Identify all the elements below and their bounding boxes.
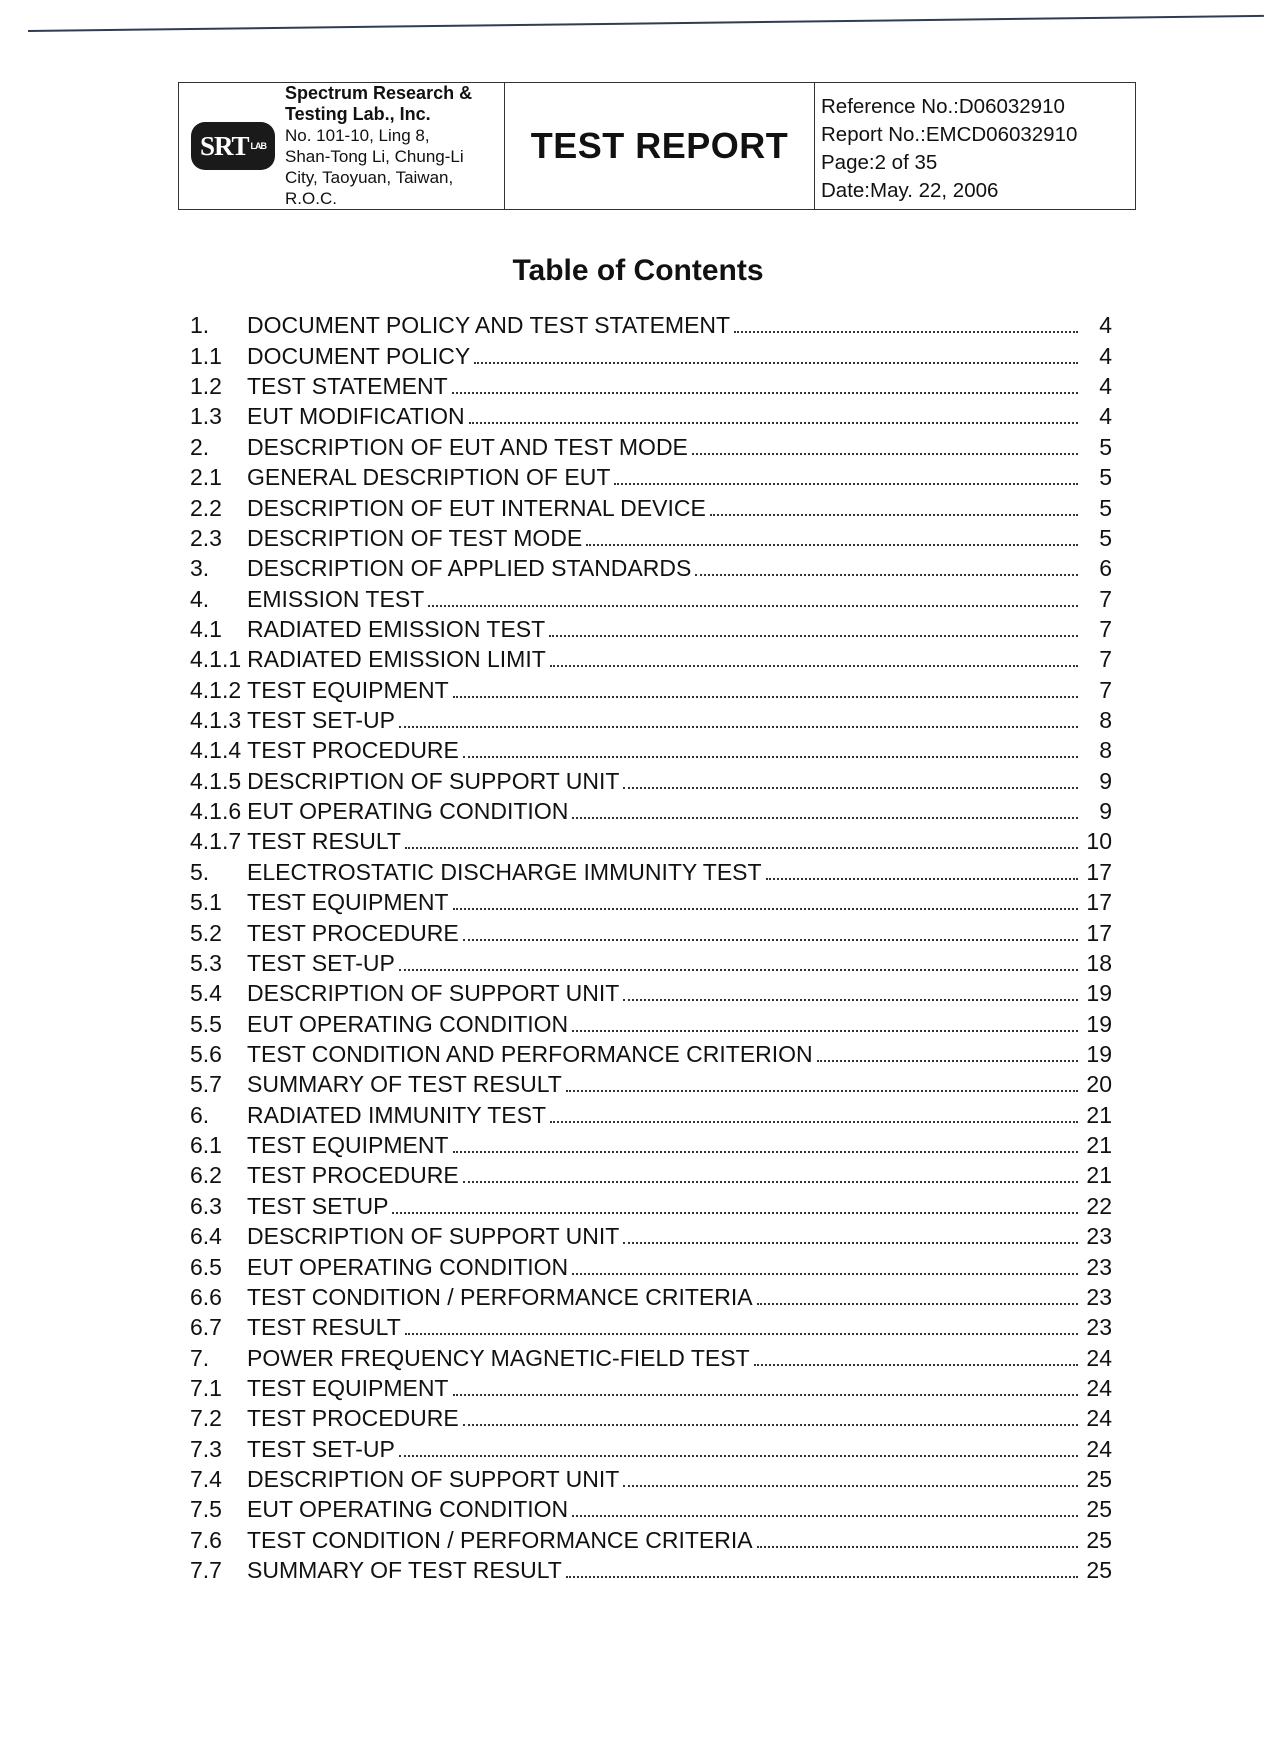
toc-entry[interactable]	[190, 1159, 1112, 1189]
toc-entry[interactable]	[190, 1554, 1112, 1584]
toc-entry-number: 5.7	[190, 1071, 222, 1098]
toc-entry[interactable]	[190, 764, 1112, 794]
toc-entry-title: RADIATED EMISSION LIMIT	[247, 646, 546, 673]
toc-entry-title: TEST RESULT	[247, 1314, 401, 1341]
toc-entry-number: 6.	[190, 1101, 210, 1128]
toc-entry-number: 2.1	[190, 464, 222, 491]
toc-entry-page: 25	[1086, 1557, 1112, 1584]
report-date: Date:May. 22, 2006	[821, 179, 999, 202]
toc-entry[interactable]	[190, 1281, 1112, 1311]
toc-entry-page: 24	[1086, 1435, 1112, 1462]
toc-entry-title: POWER FREQUENCY MAGNETIC-FIELD TEST	[247, 1344, 750, 1371]
toc-entry-number: 5.2	[190, 919, 222, 946]
toc-entry-number: 6.7	[190, 1314, 222, 1341]
toc-entry-page: 24	[1086, 1405, 1112, 1432]
toc-entry[interactable]	[190, 1341, 1112, 1371]
toc-entry-number: 2.2	[190, 494, 222, 521]
toc-entry-number: 5.5	[190, 1010, 222, 1037]
toc-entry-title: RADIATED EMISSION TEST	[247, 615, 546, 642]
dot-leader	[572, 1515, 1078, 1517]
toc-entry-page: 5	[1099, 433, 1112, 460]
toc-entry-number: 3.	[190, 555, 210, 582]
dot-leader	[614, 483, 1078, 485]
toc-entry-number: 6.2	[190, 1162, 222, 1189]
dot-leader	[453, 696, 1078, 698]
toc-entry-title: TEST EQUIPMENT	[247, 676, 449, 703]
dot-leader	[766, 878, 1078, 880]
dot-leader	[550, 1121, 1078, 1123]
dot-leader	[695, 574, 1078, 576]
toc-entry-title: SUMMARY OF TEST RESULT	[247, 1071, 562, 1098]
toc-entry[interactable]	[190, 613, 1112, 643]
toc-entry[interactable]	[190, 309, 1112, 339]
toc-heading: Table of Contents	[512, 254, 764, 287]
toc-entry[interactable]	[190, 704, 1112, 734]
toc-entry[interactable]	[190, 977, 1112, 1007]
address-line-3: City, Taoyuan, Taiwan,	[285, 168, 454, 187]
toc-entry-number: 1.	[190, 312, 210, 339]
toc-entry-page: 18	[1086, 949, 1112, 976]
toc-entry-number: 4.1.1	[190, 646, 242, 673]
dot-leader	[453, 1394, 1079, 1396]
toc-entry-title: DESCRIPTION OF SUPPORT UNIT	[247, 767, 620, 794]
company-address	[285, 83, 472, 209]
toc-entry[interactable]	[190, 1463, 1112, 1493]
toc-entry[interactable]	[190, 552, 1112, 582]
toc-entry-page: 4	[1099, 373, 1112, 400]
toc-entry-title: DESCRIPTION OF SUPPORT UNIT	[247, 980, 620, 1007]
toc-entry-page: 19	[1086, 980, 1112, 1007]
toc-entry-title: TEST RESULT	[247, 828, 401, 855]
toc-entry-number: 6.1	[190, 1132, 222, 1159]
toc-entry-number: 4.1.5	[190, 767, 242, 794]
toc-entry[interactable]	[190, 947, 1112, 977]
toc-entry-page: 25	[1086, 1496, 1112, 1523]
toc-entry-page: 8	[1099, 707, 1112, 734]
toc-entry-page: 7	[1099, 615, 1112, 642]
toc-entry-page: 22	[1086, 1192, 1112, 1219]
toc-entry[interactable]	[190, 491, 1112, 521]
report-number: Report No.:EMCD06032910	[821, 123, 1078, 146]
toc-entry-title: ELECTROSTATIC DISCHARGE IMMUNITY TEST	[247, 858, 762, 885]
dot-leader	[452, 392, 1078, 394]
toc-entry-title: TEST PROCEDURE	[247, 737, 459, 764]
toc-entry-title: TEST SET-UP	[247, 707, 395, 734]
toc-entry-title: TEST PROCEDURE	[247, 1162, 459, 1189]
toc-entry[interactable]	[190, 1129, 1112, 1159]
page-indicator: Page:2 of 35	[821, 151, 938, 174]
toc-entry-title: DESCRIPTION OF APPLIED STANDARDS	[247, 555, 692, 582]
toc-entry-page: 5	[1099, 464, 1112, 491]
dot-leader	[549, 635, 1078, 637]
dot-leader	[469, 422, 1078, 424]
toc-entry-page: 4	[1099, 403, 1112, 430]
toc-entry[interactable]	[190, 734, 1112, 764]
toc-entry[interactable]	[190, 673, 1112, 703]
toc-entry-title: TEST PROCEDURE	[247, 919, 459, 946]
toc-entry[interactable]	[190, 643, 1112, 673]
toc-entry-page: 8	[1099, 737, 1112, 764]
dot-leader	[405, 1333, 1078, 1335]
toc-entry-page: 7	[1099, 585, 1112, 612]
toc-entry-page: 17	[1086, 919, 1112, 946]
toc-entry-number: 6.6	[190, 1283, 222, 1310]
dot-leader	[399, 1455, 1078, 1457]
toc-entry-number: 7.5	[190, 1496, 222, 1523]
toc-entry-title: TEST EQUIPMENT	[247, 1374, 449, 1401]
toc-entry-page: 4	[1099, 312, 1112, 339]
company-name-line-2: Testing Lab., Inc.	[285, 104, 431, 124]
toc-entry-page: 6	[1099, 555, 1112, 582]
dot-leader	[757, 1546, 1078, 1548]
toc-entry-title: DESCRIPTION OF SUPPORT UNIT	[247, 1223, 620, 1250]
dot-leader	[566, 1090, 1078, 1092]
toc-entry-number: 5.4	[190, 980, 222, 1007]
dot-leader	[572, 1030, 1078, 1032]
toc-entry-page: 19	[1086, 1040, 1112, 1067]
toc-entry-number: 1.2	[190, 373, 222, 400]
toc-entry-title: DESCRIPTION OF EUT AND TEST MODE	[247, 433, 688, 460]
toc-entry-page: 9	[1099, 798, 1112, 825]
toc-entry-page: 24	[1086, 1344, 1112, 1371]
reference-number: Reference No.:D06032910	[821, 95, 1065, 118]
toc-entry-number: 4.	[190, 585, 210, 612]
company-name-line-1: Spectrum Research &	[285, 83, 473, 103]
toc-entry-page: 24	[1086, 1374, 1112, 1401]
toc-entry[interactable]	[190, 1402, 1112, 1432]
dot-leader	[623, 787, 1078, 789]
toc-entry[interactable]	[190, 1432, 1112, 1462]
toc-entry[interactable]	[190, 522, 1112, 552]
toc-entry-number: 6.5	[190, 1253, 222, 1280]
toc-entry-number: 2.3	[190, 524, 222, 551]
logo-sub: LAB	[250, 141, 267, 151]
toc-entry-number: 2.	[190, 433, 210, 460]
dot-leader	[399, 726, 1078, 728]
toc-entry[interactable]	[190, 461, 1112, 491]
toc-entry-number: 7.7	[190, 1557, 222, 1584]
toc-entry-title: TEST SET-UP	[247, 949, 395, 976]
dot-leader	[463, 1181, 1078, 1183]
toc-entry-page: 5	[1099, 494, 1112, 521]
toc-entry-number: 7.	[190, 1344, 210, 1371]
dot-leader	[757, 1303, 1078, 1305]
reference-cell	[815, 83, 1135, 209]
toc-entry-title: DESCRIPTION OF EUT INTERNAL DEVICE	[247, 494, 706, 521]
toc-entry[interactable]	[190, 339, 1112, 369]
address-line-2: Shan-Tong Li, Chung-Li	[285, 147, 464, 166]
toc-entry-number: 7.2	[190, 1405, 222, 1432]
toc-entry-page: 23	[1086, 1253, 1112, 1280]
toc-entry[interactable]	[190, 1523, 1112, 1553]
toc-entry-title: TEST CONDITION / PERFORMANCE CRITERIA	[247, 1526, 753, 1553]
dot-leader	[710, 514, 1078, 516]
toc-entry-page: 25	[1086, 1526, 1112, 1553]
toc-entry-number: 4.1.7	[190, 828, 242, 855]
toc-entry-title: DESCRIPTION OF SUPPORT UNIT	[247, 1466, 620, 1493]
toc-entry-page: 23	[1086, 1314, 1112, 1341]
dot-leader	[392, 1212, 1078, 1214]
toc-entry-page: 4	[1099, 342, 1112, 369]
dot-leader	[474, 362, 1078, 364]
dot-leader	[734, 331, 1078, 333]
toc-entry[interactable]	[190, 1038, 1112, 1068]
dot-leader	[453, 908, 1079, 910]
toc-entry-page: 9	[1099, 767, 1112, 794]
dot-leader	[405, 847, 1078, 849]
toc-entry-number: 6.3	[190, 1192, 222, 1219]
toc-entry-title: TEST SET-UP	[247, 1435, 395, 1462]
toc-entry[interactable]	[190, 1493, 1112, 1523]
toc-entry-page: 7	[1099, 646, 1112, 673]
toc-entry-number: 5.3	[190, 949, 222, 976]
toc-entry-number: 1.1	[190, 342, 222, 369]
toc-entry[interactable]	[190, 1311, 1112, 1341]
toc-entry-page: 21	[1086, 1101, 1112, 1128]
toc-entry-number: 4.1.4	[190, 737, 242, 764]
toc-entry[interactable]	[190, 886, 1112, 916]
dot-leader	[692, 453, 1078, 455]
toc-entry-title: EUT OPERATING CONDITION	[247, 798, 569, 825]
toc-entry-page: 17	[1086, 889, 1112, 916]
dot-leader	[572, 817, 1078, 819]
toc-entry[interactable]	[190, 370, 1112, 400]
toc-entry-number: 5.1	[190, 889, 222, 916]
toc-entry-title: EUT OPERATING CONDITION	[247, 1010, 569, 1037]
dot-leader	[623, 1242, 1078, 1244]
title-cell	[505, 83, 815, 209]
toc-entry-title: EUT MODIFICATION	[247, 403, 465, 430]
dot-leader	[463, 939, 1078, 941]
dot-leader	[817, 1060, 1078, 1062]
toc-entry-number: 5.6	[190, 1040, 222, 1067]
dot-leader	[572, 1273, 1078, 1275]
toc-entry[interactable]	[190, 916, 1112, 946]
toc-entry-title: RADIATED IMMUNITY TEST	[247, 1101, 547, 1128]
toc-entry-page: 10	[1086, 828, 1112, 855]
scan-edge-line	[28, 15, 1264, 32]
toc-entry-number: 4.1.2	[190, 676, 242, 703]
toc-entry-title: TEST CONDITION AND PERFORMANCE CRITERION	[247, 1040, 813, 1067]
dot-leader	[463, 756, 1078, 758]
toc-entry[interactable]	[190, 430, 1112, 460]
dot-leader	[586, 544, 1078, 546]
toc-entry[interactable]	[190, 855, 1112, 885]
toc-entry-number: 5.	[190, 858, 210, 885]
toc-entry-title: EUT OPERATING CONDITION	[247, 1496, 569, 1523]
address-line-1: No. 101-10, Ling 8,	[285, 126, 430, 145]
toc-entry-title: SUMMARY OF TEST RESULT	[247, 1557, 562, 1584]
toc-entry-page: 20	[1086, 1071, 1112, 1098]
toc-entry-title: TEST EQUIPMENT	[247, 1132, 449, 1159]
report-title: TEST REPORT	[530, 125, 789, 166]
logo-text: SRT	[199, 130, 249, 161]
toc-entry-title: TEST PROCEDURE	[247, 1405, 459, 1432]
toc-entry-number: 7.3	[190, 1435, 222, 1462]
toc-entry-number: 7.1	[190, 1374, 222, 1401]
company-cell	[179, 83, 505, 209]
toc-entry-page: 21	[1086, 1132, 1112, 1159]
toc-entry-number: 6.4	[190, 1223, 222, 1250]
toc-entry-page: 21	[1086, 1162, 1112, 1189]
toc-entry-page: 19	[1086, 1010, 1112, 1037]
toc-entry-number: 4.1.3	[190, 707, 242, 734]
toc-entry[interactable]	[190, 1068, 1112, 1098]
report-header	[178, 82, 1136, 210]
toc-entry-title: DESCRIPTION OF TEST MODE	[247, 524, 583, 551]
srt-lab-logo	[191, 122, 275, 170]
dot-leader	[463, 1424, 1078, 1426]
toc-entry-title: EMISSION TEST	[247, 585, 425, 612]
table-of-contents	[190, 309, 1112, 1584]
toc-entry-page: 7	[1099, 676, 1112, 703]
toc-entry[interactable]	[190, 1250, 1112, 1280]
toc-entry-title: DOCUMENT POLICY	[247, 342, 471, 369]
toc-entry-page: 23	[1086, 1223, 1112, 1250]
toc-entry[interactable]	[190, 1007, 1112, 1037]
toc-entry-title: EUT OPERATING CONDITION	[247, 1253, 569, 1280]
toc-entry-number: 7.4	[190, 1466, 222, 1493]
dot-leader	[754, 1364, 1078, 1366]
toc-entry[interactable]	[190, 1189, 1112, 1219]
toc-entry-title: TEST STATEMENT	[247, 373, 448, 400]
dot-leader	[453, 1151, 1079, 1153]
toc-entry-title: TEST EQUIPMENT	[247, 889, 449, 916]
dot-leader	[428, 605, 1078, 607]
dot-leader	[623, 1485, 1078, 1487]
toc-entry-title: TEST CONDITION / PERFORMANCE CRITERIA	[247, 1283, 753, 1310]
address-line-4: R.O.C.	[285, 189, 337, 208]
toc-entry[interactable]	[190, 795, 1112, 825]
toc-entry-number: 7.6	[190, 1526, 222, 1553]
toc-entry[interactable]	[190, 1220, 1112, 1250]
toc-entry-title: DOCUMENT POLICY AND TEST STATEMENT	[247, 312, 731, 339]
toc-entry-page: 25	[1086, 1466, 1112, 1493]
dot-leader	[550, 665, 1078, 667]
dot-leader	[566, 1576, 1078, 1578]
toc-entry-page: 23	[1086, 1283, 1112, 1310]
toc-entry[interactable]	[190, 400, 1112, 430]
toc-entry[interactable]	[190, 1098, 1112, 1128]
toc-entry-title: GENERAL DESCRIPTION OF EUT	[247, 464, 611, 491]
toc-entry[interactable]	[190, 1372, 1112, 1402]
toc-entry-title: TEST SETUP	[247, 1192, 389, 1219]
toc-entry-number: 1.3	[190, 403, 222, 430]
dot-leader	[623, 999, 1078, 1001]
toc-entry-page: 17	[1086, 858, 1112, 885]
toc-entry[interactable]	[190, 825, 1112, 855]
toc-entry-page: 5	[1099, 524, 1112, 551]
toc-entry-number: 4.1.6	[190, 798, 242, 825]
toc-entry[interactable]	[190, 582, 1112, 612]
toc-entry-number: 4.1	[190, 615, 222, 642]
dot-leader	[399, 969, 1078, 971]
